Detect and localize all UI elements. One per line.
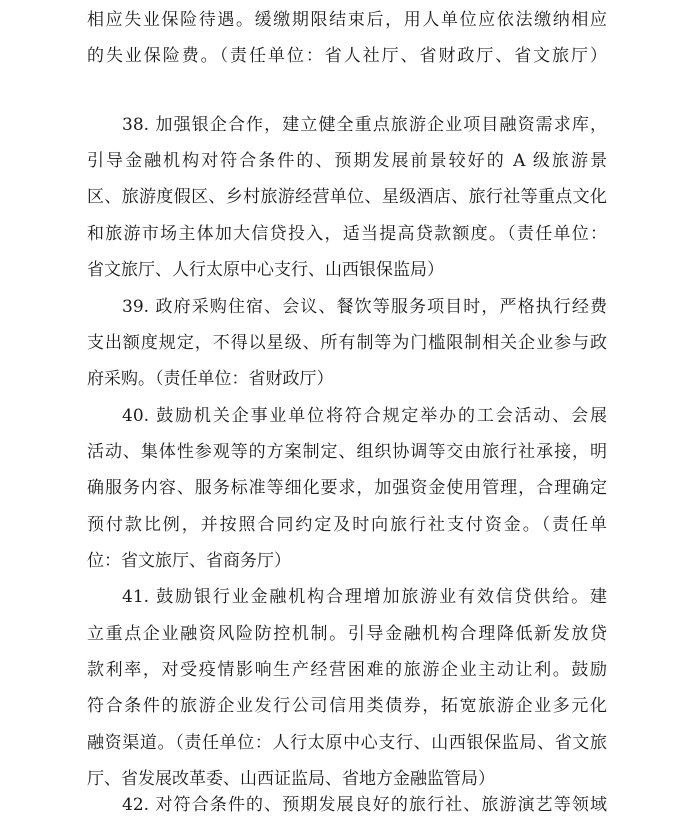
text-line: 符合条件的旅游企业发行公司信用类债券，拓宽旅游企业多元化 bbox=[87, 696, 607, 716]
text-line: 的失业保险费。（责任单位：省人社厅、省财政厅、省文旅厅） bbox=[87, 46, 607, 66]
text-line: 府采购。（责任单位：省财政厅） bbox=[87, 369, 334, 389]
paragraph-42-start: 42. 对符合条件的、预期发展良好的旅行社、旅游演艺等领域 bbox=[122, 795, 607, 815]
text-line: 省文旅厅、人行太原中心支行、山西银保监局） bbox=[87, 260, 444, 280]
text-line: 位：省文旅厅、省商务厅） bbox=[87, 551, 291, 571]
text-line: 确服务内容、服务标准等细化要求，加强资金使用管理，合理确定 bbox=[87, 478, 607, 498]
text-line: 立重点企业融资风险防控机制。引导金融机构合理降低新发放贷 bbox=[87, 624, 607, 644]
text-line: 支出额度规定，不得以星级、所有制等为门槛限制相关企业参与政 bbox=[87, 333, 607, 353]
paragraph-41-start: 41. 鼓励银行业金融机构合理增加旅游业有效信贷供给。建 bbox=[122, 587, 607, 607]
text-line: 活动、集体性参观等的方案制定、组织协调等交由旅行社承接，明 bbox=[87, 442, 607, 462]
paragraph-39-start: 39. 政府采购住宿、会议、餐饮等服务项目时，严格执行经费 bbox=[122, 297, 607, 317]
text-line: 融资渠道。（责任单位：人行太原中心支行、山西银保监局、省文旅 bbox=[87, 733, 607, 753]
text-line: 引导金融机构对符合条件的、预期发展前景较好的 A 级旅游景 bbox=[87, 151, 607, 171]
text-line: 款利率，对受疫情影响生产经营困难的旅游企业主动让利。鼓励 bbox=[87, 660, 607, 680]
text-line: 预付款比例，并按照合同约定及时向旅行社支付资金。（责任单 bbox=[87, 515, 607, 535]
text-line: 厅、省发展改革委、山西证监局、省地方金融监管局） bbox=[87, 769, 495, 789]
text-line: 和旅游市场主体加大信贷投入，适当提高贷款额度。（责任单位： bbox=[87, 224, 607, 244]
paragraph-40-start: 40. 鼓励机关企事业单位将符合规定举办的工会活动、会展 bbox=[122, 406, 607, 426]
paragraph-38-start: 38. 加强银企合作，建立健全重点旅游企业项目融资需求库， bbox=[122, 115, 607, 135]
text-line: 区、旅游度假区、乡村旅游经营单位、星级酒店、旅行社等重点文化 bbox=[87, 187, 607, 207]
text-line: 相应失业保险待遇。缓缴期限结束后，用人单位应依法缴纳相应 bbox=[87, 10, 607, 30]
